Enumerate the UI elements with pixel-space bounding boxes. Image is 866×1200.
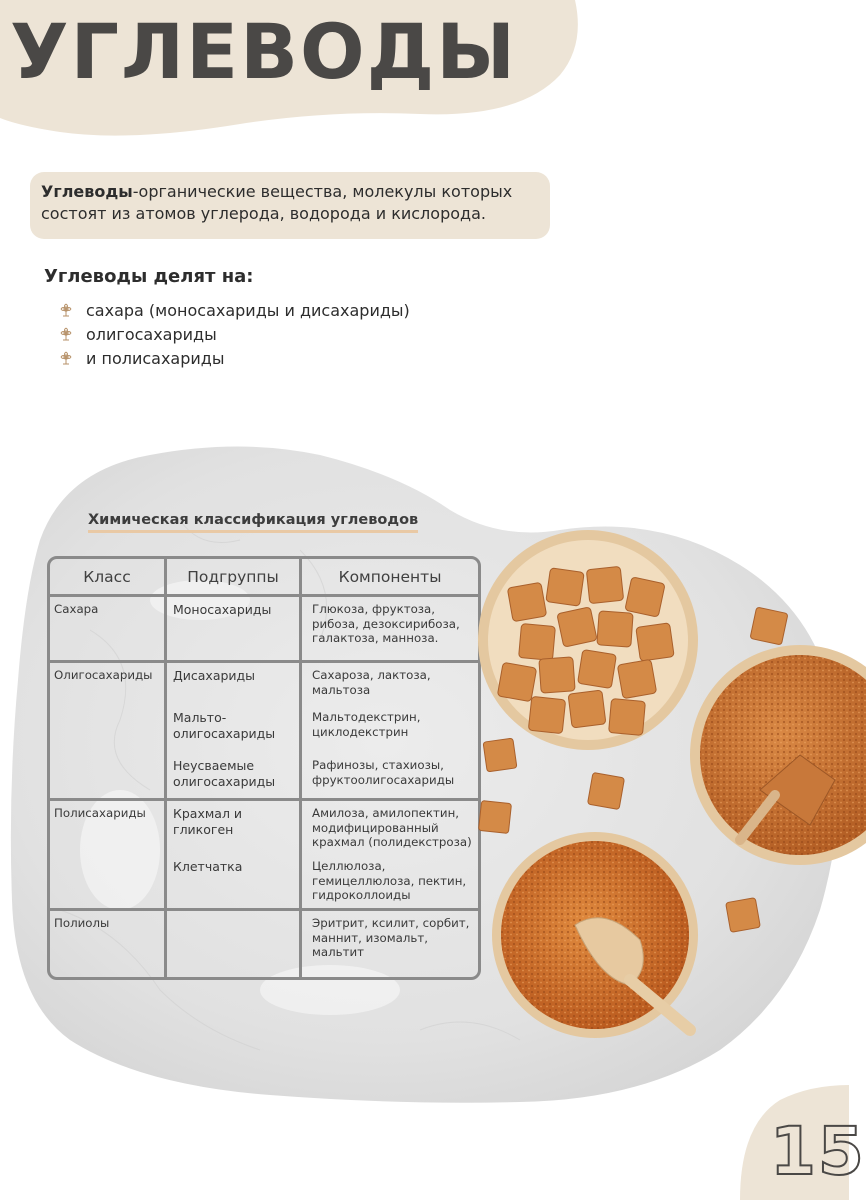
flower-icon — [58, 326, 74, 342]
list-item — [58, 298, 410, 322]
list-item-text: олигосахариды — [86, 324, 217, 344]
classification-table — [47, 556, 481, 980]
subgroup-item: Дисахариды — [173, 668, 256, 683]
definition-text: -органические вещества, молекулы которых состоят из атомов углерода, водорода и кислорода. — [41, 182, 513, 223]
class-cell: Полисахариды — [50, 798, 164, 908]
components-item: Рафинозы, стахиозы, фруктоолигосахариды — [312, 758, 455, 787]
list-item — [58, 346, 410, 370]
class-cell: Полиолы — [50, 908, 164, 977]
flower-icon — [58, 350, 74, 366]
subgroup-item: Неусваемые олигосахариды — [173, 758, 276, 789]
list-item-text: сахара (моносахариды и дисахариды) — [86, 300, 410, 320]
class-cell: Олигосахариды — [50, 660, 164, 798]
subgroup-cell — [164, 798, 299, 908]
division-heading: Углеводы делят на: — [44, 266, 254, 287]
flower-icon — [58, 302, 74, 318]
components-cell — [299, 798, 478, 908]
subgroup-cell — [164, 660, 299, 798]
list-item — [58, 322, 410, 346]
coarse-sugar-bowl — [492, 832, 698, 1038]
components-cell — [299, 660, 478, 798]
subgroup-item: Крахмал и гликоген — [173, 806, 243, 837]
class-cell: Сахара — [54, 602, 99, 616]
table-row — [50, 798, 478, 908]
components-cell — [299, 908, 478, 977]
sugar-bowls-photo — [470, 540, 849, 1060]
page-title: УГЛЕВОДЫ — [10, 7, 518, 96]
components-item: Мальтодекстрин, циклодекстрин — [312, 710, 421, 739]
components-item: Амилоза, амилопектин, модифицированный крахмал (полидекстроза) — [312, 806, 472, 849]
table-row — [50, 908, 478, 977]
table-row — [50, 597, 478, 660]
subgroup-item: Мальто-олигосахариды — [173, 710, 276, 741]
page-number: 15 — [770, 1113, 866, 1190]
column-header-class: Класс — [50, 559, 164, 597]
granulated-sugar-bowl — [690, 645, 866, 865]
components-item: Глюкоза, фруктоза, рибоза, дезоксирибоза, галактоза, манноза. — [312, 602, 460, 645]
table-row — [50, 660, 478, 798]
components-item: Сахароза, лактоза, мальтоза — [312, 668, 431, 697]
table-title: Химическая классификация углеводов — [88, 512, 418, 533]
components-cell — [299, 597, 478, 660]
components-item: Целлюлоза, гемицеллюлоза, пектин, гидроколлоиды — [312, 859, 467, 902]
list-item-text: и полисахариды — [86, 348, 225, 368]
definition-box — [30, 172, 550, 239]
subgroup-item: Клетчатка — [173, 859, 243, 874]
division-list — [58, 298, 410, 370]
column-header-subgroup: Подгруппы — [164, 559, 299, 597]
subgroup-cell — [164, 908, 299, 977]
definition-term: Углеводы — [41, 182, 133, 201]
column-header-components: Компоненты — [299, 559, 478, 597]
components-item: Эритрит, ксилит, сорбит, маннит, изомальт, мальтит — [312, 916, 470, 959]
subgroup-cell — [164, 597, 299, 660]
subgroup-item: Моносахариды — [173, 602, 272, 617]
table-header-row — [50, 559, 478, 597]
sugar-cube-bowl — [478, 530, 698, 750]
